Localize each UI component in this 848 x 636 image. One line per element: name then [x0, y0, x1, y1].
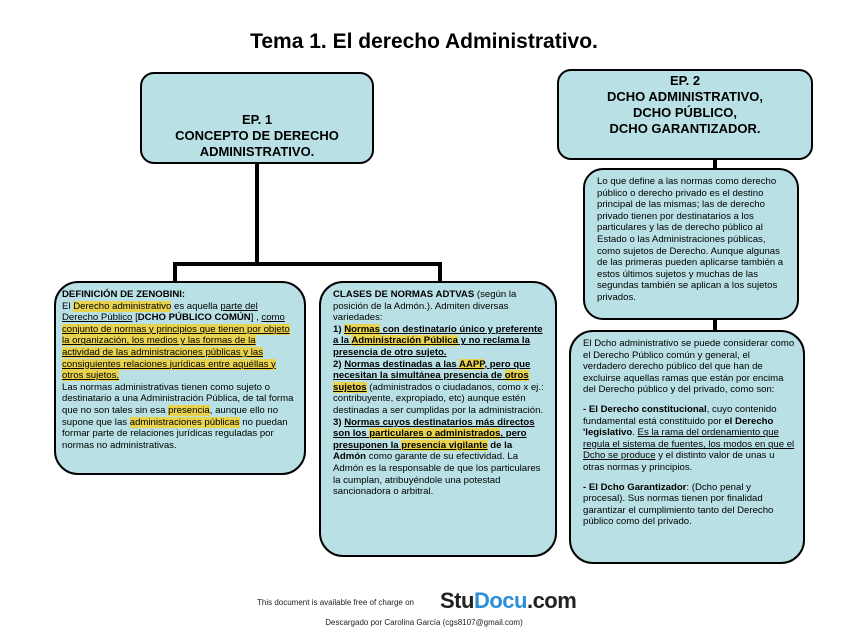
zenobini-heading: DEFINICIÓN DE ZENOBINI: — [62, 289, 186, 300]
connector-horizontal — [173, 262, 442, 266]
ep2-text-box-2 — [569, 330, 805, 564]
connector-ep1-down — [255, 162, 259, 266]
ep1-line3: ADMINISTRATIVO. — [199, 144, 315, 159]
ep2-line3: DCHO PÚBLICO, — [633, 105, 737, 120]
ep1-line1: EP. 1 — [241, 112, 273, 127]
clases-item-3: 3) Normas cuyos destinatarios más directos son los particulares o administrados, pero presuponen la presencia vigilante de la Admón como garante de su efectividad. La Admón es la responsable de que los particulares la cumplan, atribuyéndole una potestad sancionadora o arbitral. — [333, 416, 541, 498]
zenobini-paragraph-2: Las normas administrativas tienen como sujeto o destinatario a una Administración Pública, de tal forma que no son tales sin esa presencia, aunque ello no supone que las administraciones públicas no puedan formar parte de relaciones jurídicas reguladas por normas no administrativas. — [62, 381, 294, 451]
clases-intro: CLASES DE NORMAS ADTVAS (según la posición de la Admón.). Admiten diversas variedades: — [333, 289, 517, 324]
ep2-constitutional: - El Derecho constitucional, cuyo contenido fundamental está constituido por el Derecho 'legislativo. Es la rama del ordenamiento que regula el sistema de fuentes, los modos en que el Dcho se produce y el distinto valor de unas u otras normas y principios. — [583, 403, 795, 473]
studocu-logo[interactable]: StuDocu.com — [440, 588, 577, 613]
zenobini-definition: El Derecho administrativo es aquella parte del Derecho Público [DCHO PÚBLICO COMÚN] , como conjunto de normas y principios que tienen por objeto la organización, los medios y las formas de la actividad de las administraciones públicas y las consiguientes relaciones jurídicas entre aquéllas y otros sujetos. — [62, 300, 290, 382]
clases-box — [319, 281, 557, 557]
ep2-text-box-1 — [583, 168, 799, 320]
ep1-line2: CONCEPTO DE DERECHO — [175, 128, 339, 143]
clases-item-1: 1) Normas con destinatario único y preferente a la Administración Pública y no reclama la presencia de otro sujeto. — [333, 323, 543, 358]
ep2-line4: DCHO GARANTIZADOR. — [609, 121, 761, 136]
ep2-guarantor: - El Dcho Garantizador: (Dcho penal y procesal). Sus normas tienen por finalidad garantizar el cumplimiento tanto del Derecho público como del privado. — [583, 481, 774, 528]
ep2-line1: EP. 2 — [669, 73, 701, 88]
ep1-box — [140, 72, 374, 164]
footer-available: This document is available free of charge on — [257, 598, 414, 607]
ep2-definition: Lo que define a las normas como derecho público o derecho privado es el destino principal de las mismas; las de derecho privado tienen por destinatarios a los particulares y las de derecho público al Estado o las Administraciones públicas, como sujetos de Derecho. Aunque algunas de las primeras pueden aplicarse también a estos últimos sujetos y muchas de las segundas también se aplican a los sujetos privados. — [597, 176, 784, 303]
page-title: Tema 1. El derecho Administrativo. — [250, 30, 598, 53]
footer-download: Descargado por Carolina García (cgs8107@gmail.com) — [325, 618, 523, 627]
zenobini-box — [54, 281, 306, 475]
ep2-box — [557, 69, 813, 160]
ep2-line2: DCHO ADMINISTRATIVO, — [607, 89, 763, 104]
ep2-common-law: El Dcho administrativo se puede considerar como el Derecho Público común y general, el verdadero derecho público del que han de excluirse aquellas ramas que están por encima del Derecho público y del privado, como son: — [583, 338, 795, 396]
clases-item-2: 2) Normas destinadas a las AAPP, pero que necesitan la simultánea presencia de otros sujetos (administrados o ciudadanos, como x ej.: contribuyente, expropiado, etc) aunque estén destinadas a ser cumplidas por la administración. — [333, 358, 544, 416]
